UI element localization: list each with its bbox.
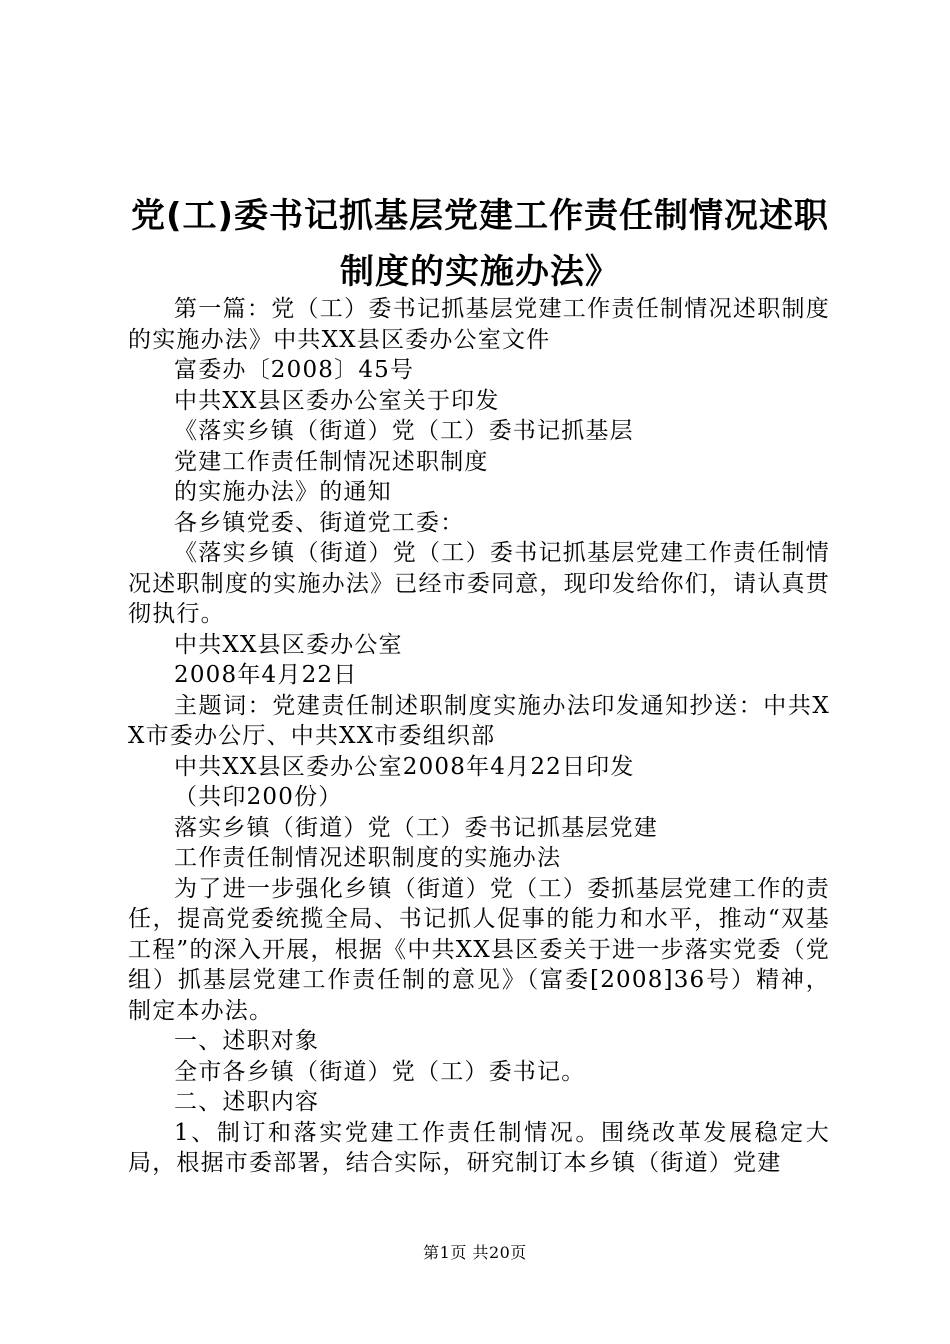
paragraph: （共印200份）	[174, 784, 343, 810]
paragraph: 全市各乡镇（街道）党（工）委书记。	[174, 1058, 586, 1085]
paragraph: 1、制订和落实党建工作责任制情况。围绕改革发展稳定大局，根据市委部署，结合实际，研究制订本乡镇（街道）党建	[128, 1119, 830, 1176]
paragraph: 工作责任制情况述职制度的实施办法	[174, 845, 562, 871]
paragraph: 《落实乡镇（街道）党（工）委书记抓基层党建工作责任制情况述职制度的实施办法》已经市委同意，现印发给你们，请认真贯彻执行。	[128, 540, 830, 627]
paragraph: 主题词：党建责任制述职制度实施办法印发通知抄送：中共XX市委办公厅、中共XX市委组织部	[128, 692, 830, 749]
paragraph: 为了进一步强化乡镇（街道）党（工）委抓基层党建工作的责任，提高党委统揽全局、书记抓人促事的能力和水平，推动“双基工程”的深入开展，根据《中共XX县区委关于进一步落实党委（党组）抓基层党建工作责任制的意见》（富委[2008]36号）精神，制定本办法。	[128, 875, 830, 1024]
paragraph: 二、述职内容	[174, 1089, 320, 1115]
paragraph: 富委办〔2008〕45号	[174, 357, 415, 383]
page-footer: 第1页 共20页	[423, 1243, 527, 1262]
paragraph: 《落实乡镇（街道）党（工）委书记抓基层	[174, 418, 634, 444]
paragraph: 一、述职对象	[174, 1028, 320, 1054]
paragraph: 的实施办法》的通知	[174, 479, 392, 505]
paragraph: 党建工作责任制情况述职制度	[174, 448, 489, 475]
document-title-line-1: 党(工)委书记抓基层党建工作责任制情况述职	[130, 196, 830, 236]
paragraph: 中共XX县区委办公室	[174, 631, 403, 658]
paragraph: 中共XX县区委办公室关于印发	[174, 387, 500, 414]
paragraph: 中共XX县区委办公室2008年4月22日印发	[174, 753, 635, 780]
paragraph: 2008年4月22日	[174, 662, 358, 688]
paragraph: 第一篇：党（工）委书记抓基层党建工作责任制情况述职制度的实施办法》中共XX县区委办公室文件	[128, 296, 830, 353]
paragraph: 落实乡镇（街道）党（工）委书记抓基层党建	[174, 814, 658, 841]
document-title-line-2: 制度的实施办法》	[340, 252, 620, 292]
document-body	[128, 294, 830, 1179]
paragraph: 各乡镇党委、街道党工委：	[174, 509, 465, 536]
